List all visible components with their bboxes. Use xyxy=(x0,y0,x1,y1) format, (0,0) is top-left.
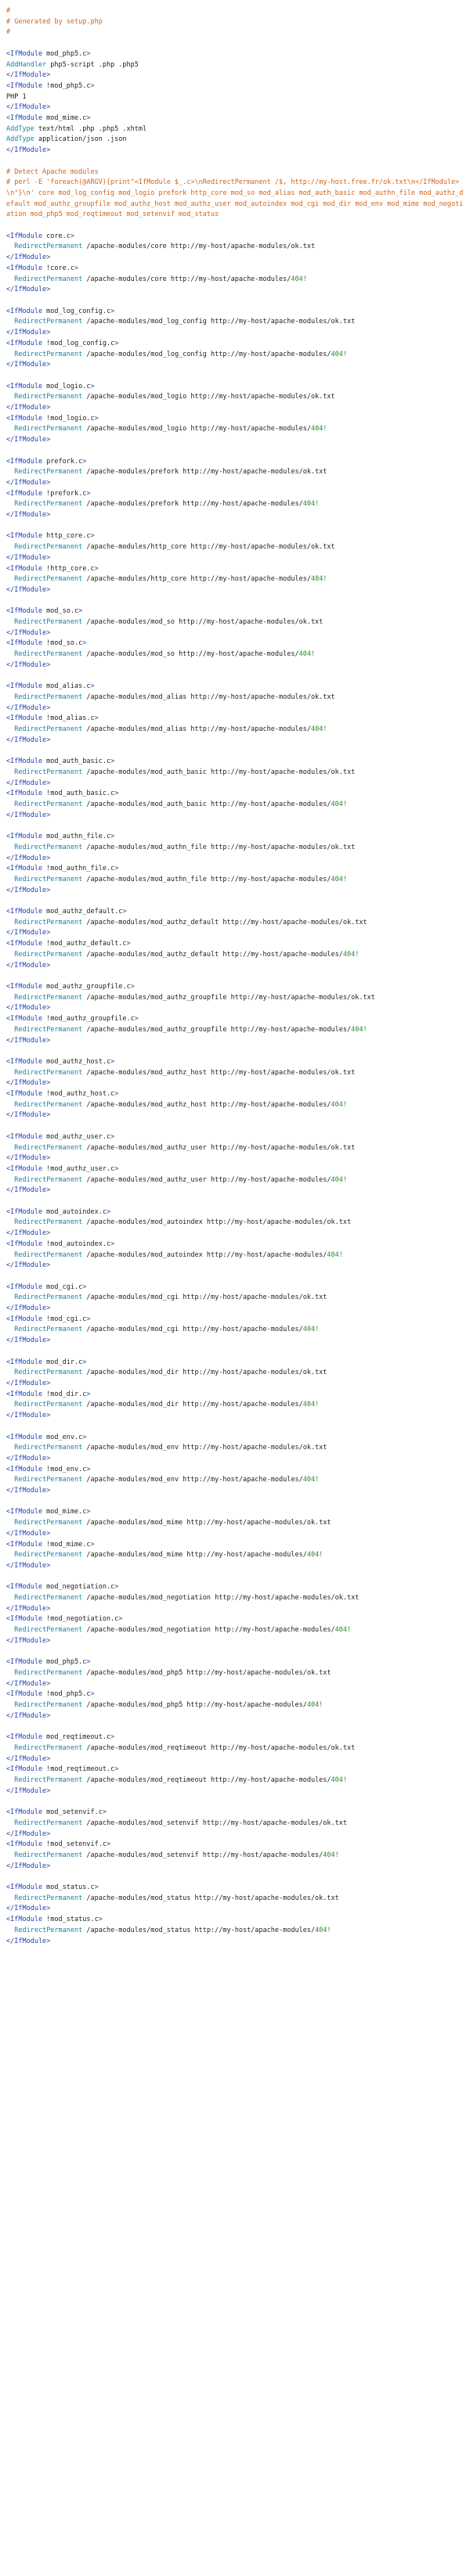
code-line: </IfModule> xyxy=(6,286,51,294)
code-line: RedirectPermanent /apache-modules/mod_so http://my-host/apache-modules/404! xyxy=(14,650,316,659)
code-line: <IfModule mod_authz_user.c> xyxy=(6,1132,115,1141)
code-line: RedirectPermanent /apache-modules/mod_so http://my-host/apache-modules/ok.txt xyxy=(14,618,324,627)
code-line: <IfModule !mod_status.c> xyxy=(6,1916,103,1924)
code-line: <IfModule mod_logio.c> xyxy=(6,382,95,390)
code-line: <IfModule !mod_env.c> xyxy=(6,1465,91,1473)
code-line xyxy=(6,1422,464,1433)
code-line: RedirectPermanent /apache-modules/mod_env http://my-host/apache-modules/ok.txt xyxy=(14,1444,327,1452)
code-line: <IfModule http_core.c> xyxy=(6,532,95,541)
code-line: # Detect Apache modules xyxy=(6,167,99,176)
code-line: </IfModule> xyxy=(6,1937,51,1945)
code-line: </IfModule> xyxy=(6,329,51,337)
code-line: RedirectPermanent /apache-modules/mod_dir http://my-host/apache-modules/ok.txt xyxy=(14,1369,327,1377)
code-line xyxy=(6,296,464,307)
code-line: RedirectPermanent /apache-modules/mod_authn_file http://my-host/apache-modules/404! xyxy=(14,875,348,883)
code-line: RedirectPermanent /apache-modules/mod_setenvif http://my-host/apache-modules/ok.txt xyxy=(14,1819,348,1827)
code-line: <IfModule mod_setenvif.c> xyxy=(6,1808,107,1817)
code-line: RedirectPermanent /apache-modules/core http://my-host/apache-modules/ok.txt xyxy=(14,243,316,251)
code-line: </IfModule> xyxy=(6,71,51,80)
code-line: <IfModule mod_alias.c> xyxy=(6,682,95,691)
code-line: RedirectPermanent /apache-modules/mod_cgi http://my-host/apache-modules/ok.txt xyxy=(14,1293,327,1302)
code-line: RedirectPermanent /apache-modules/mod_negotiation http://my-host/apache-modules/ok.txt xyxy=(14,1594,360,1603)
code-line: </IfModule> xyxy=(6,553,51,562)
code-line: <IfModule !mod_setenvif.c> xyxy=(6,1840,111,1849)
code-line: <IfModule mod_so.c> xyxy=(6,607,83,616)
code-line: RedirectPermanent /apache-modules/mod_reqtimeout http://my-host/apache-modules/404! xyxy=(14,1776,348,1785)
code-line: </IfModule> xyxy=(6,585,51,594)
code-line: # perl -E 'foreach(@ARGV){print"<IfModule $_.c>\nRedirectPermanent /$, http://my-host.free.fr/ok.txt\n</IfModule>\n"}\n' core mod_log_config mod_logio prefork http_core mod_so mod_alias mod_auth_basic mod_authn_file mod_authz_default mod_authz_groupfile mod_authz_host mod_authz_user mod_autoindex mod_cgi mod_dir mod_env mod_mime mod_negotiation mod_php5 mod_reqtimeout mod_setenvif mod_status xyxy=(6,178,464,219)
code-line: <IfModule !mod_logio.c> xyxy=(6,414,99,423)
code-line: RedirectPermanent /apache-modules/mod_reqtimeout http://my-host/apache-modules/ok.txt xyxy=(14,1743,356,1752)
code-line: RedirectPermanent /apache-modules/prefork http://my-host/apache-modules/404! xyxy=(14,500,320,509)
code-line xyxy=(6,371,464,382)
code-line xyxy=(6,1046,464,1057)
code-line: RedirectPermanent /apache-modules/mod_alias http://my-host/apache-modules/404! xyxy=(14,725,327,734)
code-line xyxy=(6,157,464,167)
code-line: <IfModule mod_authz_host.c> xyxy=(6,1057,115,1066)
code-line: <IfModule mod_authz_default.c> xyxy=(6,908,127,916)
code-line: AddHandler php5-script .php .php5 xyxy=(6,60,139,69)
code-line: <IfModule !mod_auth_basic.c> xyxy=(6,790,119,798)
code-line: </IfModule> xyxy=(6,1862,51,1870)
code-line: </IfModule> xyxy=(6,1036,51,1045)
code-line: </IfModule> xyxy=(6,361,51,369)
code-line: <IfModule !core.c> xyxy=(6,264,79,272)
code-line: RedirectPermanent /apache-modules/mod_negotiation http://my-host/apache-modules/404! xyxy=(14,1626,352,1635)
code-line xyxy=(6,1797,464,1808)
code-line: <IfModule !mod_authz_groupfile.c> xyxy=(6,1015,139,1024)
code-line: </IfModule> xyxy=(6,1412,51,1420)
code-line: </IfModule> xyxy=(6,1454,51,1462)
code-line: # Generated by setup.php xyxy=(6,17,103,26)
code-line: <IfModule !mod_alias.c> xyxy=(6,714,99,723)
code-line: RedirectPermanent /apache-modules/mod_status http://my-host/apache-modules/404! xyxy=(14,1926,331,1934)
code-line: RedirectPermanent /apache-modules/mod_authz_host http://my-host/apache-modules/404! xyxy=(14,1100,348,1109)
code-line: <IfModule !mod_authz_host.c> xyxy=(6,1090,119,1099)
code-line: </IfModule> xyxy=(6,961,51,970)
code-line: </IfModule> xyxy=(6,1261,51,1270)
code-line: RedirectPermanent /apache-modules/mod_php5 http://my-host/apache-modules/404! xyxy=(14,1701,324,1710)
code-line: RedirectPermanent /apache-modules/core http://my-host/apache-modules/404! xyxy=(14,275,307,283)
code-line: RedirectPermanent /apache-modules/mod_authn_file http://my-host/apache-modules/ok.txt xyxy=(14,843,356,851)
code-line: RedirectPermanent /apache-modules/http_core http://my-host/apache-modules/ok.txt xyxy=(14,543,335,552)
code-line xyxy=(6,671,464,682)
code-line: <IfModule !prefork.c> xyxy=(6,489,91,498)
code-line: RedirectPermanent /apache-modules/mod_dir http://my-host/apache-modules/404! xyxy=(14,1401,320,1409)
code-line: <IfModule !mod_autoindex.c> xyxy=(6,1239,115,1248)
code-line: RedirectPermanent /apache-modules/mod_authz_default http://my-host/apache-modules/ok.txt xyxy=(14,918,367,926)
code-line: RedirectPermanent /apache-modules/mod_autoindex http://my-host/apache-modules/404! xyxy=(14,1250,343,1259)
code-line: </IfModule> xyxy=(6,1679,51,1688)
code-line: RedirectPermanent /apache-modules/http_core http://my-host/apache-modules/404! xyxy=(14,575,327,584)
code-line: <IfModule mod_authn_file.c> xyxy=(6,833,115,841)
code-line: </IfModule> xyxy=(6,854,51,862)
code-line: <IfModule core.c> xyxy=(6,232,75,240)
code-line: </IfModule> xyxy=(6,929,51,937)
code-line: RedirectPermanent /apache-modules/mod_authz_groupfile http://my-host/apache-modules/ok.txt xyxy=(14,993,375,1002)
code-line: </IfModule> xyxy=(6,1186,51,1195)
code-line: RedirectPermanent /apache-modules/mod_auth_basic http://my-host/apache-modules/404! xyxy=(14,801,348,809)
code-line: AddType application/json .json xyxy=(6,135,127,144)
code-line: <IfModule !mod_log_config.c> xyxy=(6,339,119,347)
code-line xyxy=(6,747,464,757)
code-line: </IfModule> xyxy=(6,660,51,669)
code-line: </IfModule> xyxy=(6,1786,51,1795)
code-line: RedirectPermanent /apache-modules/mod_log_config http://my-host/apache-modules/404! xyxy=(14,350,348,358)
code-line xyxy=(6,221,464,232)
code-line: <IfModule !mod_cgi.c> xyxy=(6,1315,91,1323)
code-line xyxy=(6,446,464,457)
code-line: </IfModule> xyxy=(6,1111,51,1120)
code-line: <IfModule !mod_php5.c> xyxy=(6,1690,95,1699)
code-line: RedirectPermanent /apache-modules/mod_logio http://my-host/apache-modules/ok.txt xyxy=(14,393,335,401)
code-line: </IfModule> xyxy=(6,811,51,819)
code-line: RedirectPermanent /apache-modules/mod_authz_host http://my-host/apache-modules/ok.txt xyxy=(14,1068,356,1077)
code-line: RedirectPermanent /apache-modules/mod_php5 http://my-host/apache-modules/ok.txt xyxy=(14,1668,331,1677)
code-line: <IfModule mod_cgi.c> xyxy=(6,1283,87,1291)
code-line: RedirectPermanent /apache-modules/mod_auth_basic http://my-host/apache-modules/ok.txt xyxy=(14,768,356,776)
code-line: </IfModule> xyxy=(6,1829,51,1838)
code-line: </IfModule> xyxy=(6,478,51,487)
code-line: <IfModule mod_dir.c> xyxy=(6,1358,87,1366)
code-line: </IfModule> xyxy=(6,1905,51,1913)
code-line: </IfModule> xyxy=(6,511,51,520)
code-line: RedirectPermanent /apache-modules/mod_mime http://my-host/apache-modules/404! xyxy=(14,1551,324,1560)
code-line: RedirectPermanent /apache-modules/mod_authz_default http://my-host/apache-modules/404! xyxy=(14,950,360,959)
code-line: <IfModule mod_status.c> xyxy=(6,1883,99,1892)
code-line: <IfModule !mod_authz_default.c> xyxy=(6,940,131,948)
code-line xyxy=(6,896,464,907)
code-line: <IfModule !mod_authz_user.c> xyxy=(6,1164,119,1173)
code-line xyxy=(6,1347,464,1358)
code-line: RedirectPermanent /apache-modules/mod_env http://my-host/apache-modules/404! xyxy=(14,1476,320,1484)
code-line: </IfModule> xyxy=(6,1004,51,1013)
code-line: <IfModule !http_core.c> xyxy=(6,564,99,573)
code-line xyxy=(6,521,464,532)
code-line: </IfModule> xyxy=(6,1304,51,1313)
code-line: <IfModule !mod_dir.c> xyxy=(6,1390,91,1398)
code-line: RedirectPermanent /apache-modules/mod_alias http://my-host/apache-modules/ok.txt xyxy=(14,693,335,701)
code-line: RedirectPermanent /apache-modules/mod_setenvif http://my-host/apache-modules/404! xyxy=(14,1851,339,1859)
code-line: <IfModule !mod_php5.c> xyxy=(6,81,95,90)
code-line: </IfModule> xyxy=(6,1604,51,1613)
code-line xyxy=(6,596,464,607)
code-line: </IfModule> xyxy=(6,628,51,637)
code-line xyxy=(6,38,464,49)
code-line: PHP 1 xyxy=(6,92,27,101)
code-line xyxy=(6,821,464,832)
code-line: RedirectPermanent /apache-modules/mod_logio http://my-host/apache-modules/404! xyxy=(14,425,327,434)
code-line xyxy=(6,1196,464,1207)
code-line: </IfModule> xyxy=(6,254,51,262)
code-line xyxy=(6,1121,464,1132)
code-line xyxy=(6,1647,464,1658)
code-line: </IfModule> xyxy=(6,146,51,155)
code-line: <IfModule mod_authz_groupfile.c> xyxy=(6,982,135,991)
code-line: </IfModule> xyxy=(6,1754,51,1763)
code-line: </IfModule> xyxy=(6,779,51,787)
code-line xyxy=(6,1497,464,1508)
code-line: <IfModule mod_log_config.c> xyxy=(6,307,115,315)
code-line: <IfModule mod_reqtimeout.c> xyxy=(6,1733,115,1742)
code-line: <IfModule !mod_negotiation.c> xyxy=(6,1615,123,1624)
code-line: RedirectPermanent /apache-modules/prefork http://my-host/apache-modules/ok.txt xyxy=(14,468,327,477)
code-line: AddType text/html .php .php5 .xhtml xyxy=(6,124,147,133)
code-line: RedirectPermanent /apache-modules/mod_autoindex http://my-host/apache-modules/ok.txt xyxy=(14,1218,352,1227)
code-line: </IfModule> xyxy=(6,436,51,444)
code-line: <IfModule mod_negotiation.c> xyxy=(6,1583,119,1592)
code-line: </IfModule> xyxy=(6,1561,51,1570)
code-line: <IfModule mod_php5.c> xyxy=(6,1658,91,1667)
code-line: <IfModule !mod_mime.c> xyxy=(6,1540,95,1549)
code-line: <IfModule mod_auth_basic.c> xyxy=(6,757,115,766)
code-line xyxy=(6,1872,464,1883)
code-line: </IfModule> xyxy=(6,404,51,412)
code-line: # xyxy=(6,28,11,37)
code-line: </IfModule> xyxy=(6,1529,51,1538)
code-line xyxy=(6,1272,464,1283)
code-line: <IfModule !mod_reqtimeout.c> xyxy=(6,1765,119,1774)
code-line: </IfModule> xyxy=(6,1380,51,1387)
code-line: </IfModule> xyxy=(6,886,51,894)
code-line: # xyxy=(6,7,11,15)
code-line xyxy=(6,1722,464,1733)
code-line: </IfModule> xyxy=(6,703,51,712)
code-line: <IfModule mod_mime.c> xyxy=(6,1508,91,1516)
code-line: <IfModule !mod_so.c> xyxy=(6,639,87,648)
code-line: </IfModule> xyxy=(6,1487,51,1495)
code-line xyxy=(6,971,464,982)
code-line: </IfModule> xyxy=(6,1711,51,1720)
code-line: <IfModule mod_php5.c> xyxy=(6,49,91,58)
code-line: </IfModule> xyxy=(6,1636,51,1645)
code-line: RedirectPermanent /apache-modules/mod_log_config http://my-host/apache-modules/ok.txt xyxy=(14,318,356,326)
code-line: <IfModule mod_autoindex.c> xyxy=(6,1207,111,1216)
code-line: RedirectPermanent /apache-modules/mod_authz_user http://my-host/apache-modules/ok.txt xyxy=(14,1143,356,1152)
code-line: </IfModule> xyxy=(6,736,51,744)
code-line: </IfModule> xyxy=(6,1079,51,1088)
code-line: RedirectPermanent /apache-modules/mod_authz_groupfile http://my-host/apache-modules/404! xyxy=(14,1025,367,1034)
code-line: RedirectPermanent /apache-modules/mod_cgi http://my-host/apache-modules/404! xyxy=(14,1326,320,1334)
code-line: </IfModule> xyxy=(6,1154,51,1163)
code-line: <IfModule !mod_authn_file.c> xyxy=(6,865,119,873)
code-line: <IfModule prefork.c> xyxy=(6,457,87,466)
code-line: RedirectPermanent /apache-modules/mod_status http://my-host/apache-modules/ok.txt xyxy=(14,1894,339,1902)
code-line: <IfModule mod_env.c> xyxy=(6,1433,87,1441)
code-line xyxy=(6,1572,464,1583)
code-line: RedirectPermanent /apache-modules/mod_authz_user http://my-host/apache-modules/404! xyxy=(14,1175,348,1184)
code-line: <IfModule mod_mime.c> xyxy=(6,114,91,123)
code-line: </IfModule> xyxy=(6,1337,51,1345)
code-line: </IfModule> xyxy=(6,1229,51,1238)
code-line: </IfModule> xyxy=(6,103,51,112)
code-line: RedirectPermanent /apache-modules/mod_mime http://my-host/apache-modules/ok.txt xyxy=(14,1519,331,1527)
